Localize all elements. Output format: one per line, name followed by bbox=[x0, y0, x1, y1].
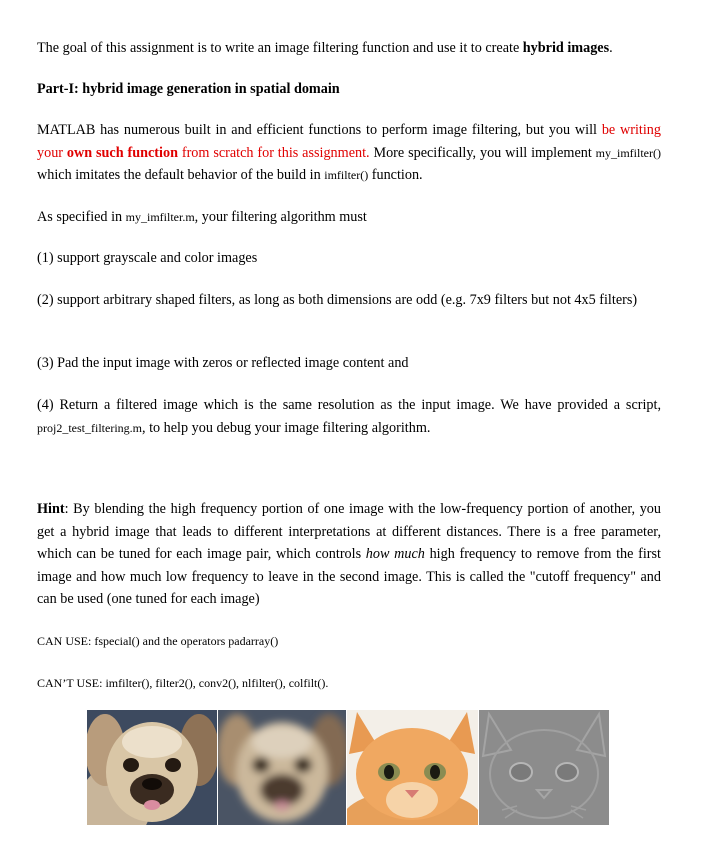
list-item-2: (2) support arbitrary shaped filters, as long as both dimensions are odd (e.g. 7x9 filters but not 4x5 filters) bbox=[37, 292, 638, 308]
cat-highpass-image bbox=[479, 710, 609, 825]
hint-paragraph bbox=[37, 498, 661, 611]
paragraph-specification bbox=[37, 206, 661, 229]
part1-heading: Part-I: hybrid image generation in spatial domain bbox=[37, 81, 340, 97]
dog-blurred-image bbox=[217, 710, 349, 825]
hint-text-a: : By blending the high frequency portion of one image with the low-frequency portion of another, you get a hybrid image that leads to different interpretations at different distances. There is a free parameter, which can be tuned for each image pair, which controls bbox=[37, 501, 661, 562]
para1-text-a: MATLAB has numerous built in and efficient functions to perform image filtering, but you will bbox=[37, 122, 602, 138]
para1-text-d: function. bbox=[368, 167, 423, 183]
intro-end: . bbox=[609, 40, 613, 56]
my-imfilter-file-code: my_imfilter.m bbox=[125, 210, 195, 224]
dog-image bbox=[87, 710, 219, 825]
list-item-4 bbox=[37, 394, 661, 439]
intro-paragraph bbox=[37, 37, 661, 60]
para2-text-a: As specified in bbox=[37, 209, 126, 225]
imfilter-code: imfilter() bbox=[324, 168, 369, 182]
para1-red-text-2: from scratch for this assignment. bbox=[177, 144, 370, 161]
para1-text-b: More specifically, you will implement bbox=[369, 144, 596, 161]
paragraph-matlab bbox=[37, 119, 661, 187]
test-script-code: proj2_test_filtering.m bbox=[37, 420, 142, 435]
para1-text-c: which imitates the default behavior of the build in bbox=[37, 167, 325, 183]
intro-text: The goal of this assignment is to write an image filtering function and use it to create bbox=[37, 40, 523, 56]
intro-bold-term: hybrid images bbox=[522, 40, 610, 56]
hint-emphasis: how much bbox=[365, 546, 425, 562]
hint-text-b: high frequency to remove from the first image and how much low frequency to leave in the second image. This is called the "cutoff frequency" and can be used (one tuned for each image) bbox=[37, 546, 661, 607]
cant-use-line: CAN’T USE: imfilter(), filter2(), conv2(), nlfilter(), colfilt(). bbox=[37, 676, 329, 690]
list-item-3: (3) Pad the input image with zeros or reflected image content and bbox=[37, 355, 409, 371]
item4-text-a: (4) Return a filtered image which is the same resolution as the input image. We have provided a script, bbox=[37, 397, 661, 413]
my-imfilter-code: my_imfilter() bbox=[595, 145, 661, 160]
can-use-line: CAN USE: fspecial() and the operators padarray() bbox=[37, 634, 279, 648]
item4-text-b: , to help you debug your image filtering algorithm. bbox=[141, 419, 431, 436]
cat-image bbox=[342, 710, 482, 825]
para1-red-bold-text: own such function bbox=[66, 144, 178, 161]
para1-red-text-1: be writing your bbox=[37, 122, 661, 161]
hybrid-image-strip bbox=[87, 710, 609, 825]
hint-label: Hint bbox=[37, 501, 65, 517]
list-item-1: (1) support grayscale and color images bbox=[37, 250, 258, 266]
para2-text-b: , your filtering algorithm must bbox=[194, 209, 367, 225]
